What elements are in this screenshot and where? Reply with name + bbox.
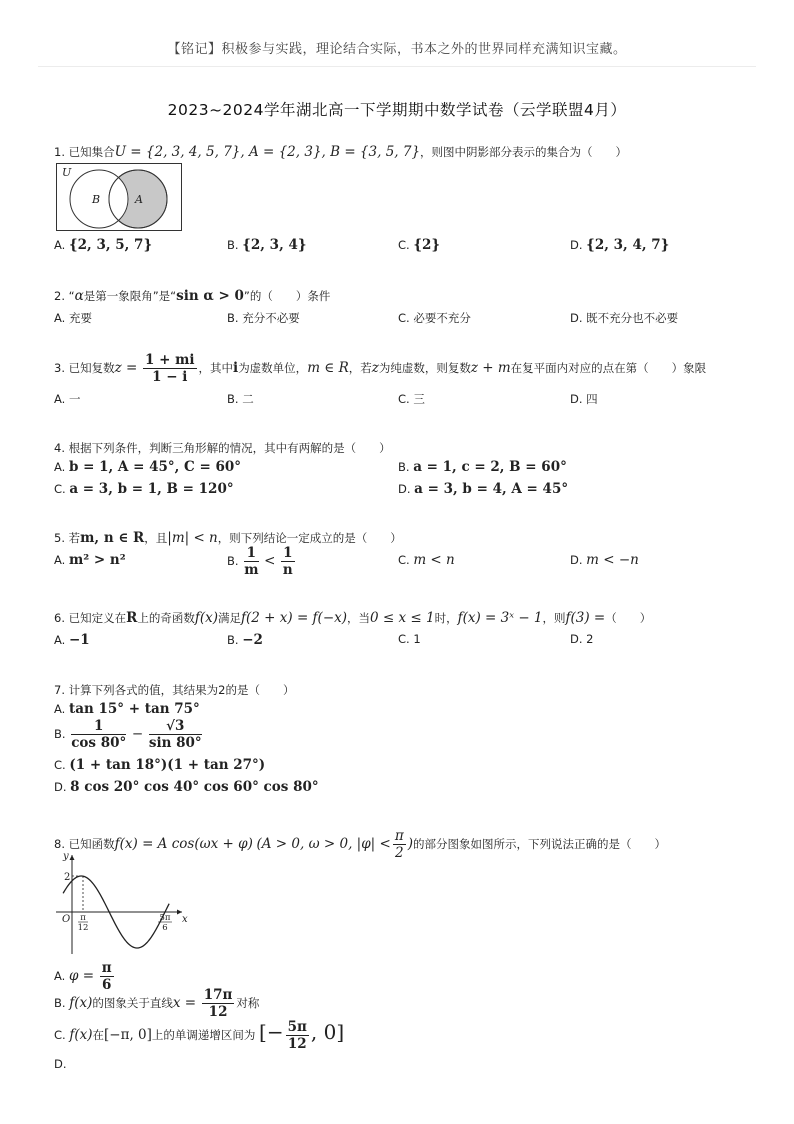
q8-option-c[interactable]: C. f(x)在[−π, 0]上的单调递增区间为 [− $\frac{5\pi}{12}$ , 0] (54, 1019, 345, 1053)
venn-diagram (56, 163, 182, 231)
y-label: y (63, 851, 69, 862)
q5-option-b[interactable]: B. $\frac{1}{m}$ < $\frac{1}{n}$ (227, 545, 293, 579)
origin-label: O (62, 914, 71, 925)
stem-text: 1. 已知集合 (54, 145, 115, 159)
q3-option-b[interactable]: B. 二 (227, 392, 254, 406)
q3-option-c[interactable]: C. 三 (398, 392, 425, 406)
q4-option-c[interactable]: C. a = 3, b = 1, B = 120° (54, 481, 234, 497)
tick-pi-12-den: 12 (77, 923, 89, 933)
q4-option-d[interactable]: D. a = 3, b = 4, A = 45° (398, 481, 569, 497)
tick-5pi-6-den: 6 (162, 923, 168, 933)
q5-option-c[interactable]: C. m < n (398, 552, 455, 568)
question-7-stem: 7. 计算下列各式的值，其结果为2的是（ ） (54, 683, 295, 697)
complex-fraction: $\frac{1 + mi}{1 - i}$ (145, 352, 195, 386)
q4-option-a[interactable]: A. b = 1, A = 45°, C = 60° (54, 459, 242, 475)
q7-option-c[interactable]: C. (1 + tan 18°)(1 + tan 27°) (54, 757, 266, 773)
label-b: B (92, 193, 101, 206)
q7-option-d[interactable]: D. 8 cos 20° cos 40° cos 60° cos 80° (54, 779, 319, 795)
q2-option-b[interactable]: B. 充分不必要 (227, 311, 300, 325)
q6-option-b[interactable]: B. −2 (227, 632, 263, 648)
q2-option-c[interactable]: C. 必要不充分 (398, 311, 471, 325)
q1-option-d[interactable]: D. {2, 3, 4, 7} (570, 237, 670, 253)
peak-label: 2 (64, 872, 71, 883)
motto-banner: 【铭记】积极参与实践，理论结合实际，书本之外的世界同样充满知识宝藏。 (167, 42, 627, 57)
question-1-stem (54, 144, 627, 160)
q8-option-a[interactable]: A. φ = $\frac{\pi}{6}$ (54, 960, 112, 994)
q2-option-d[interactable]: D. 既不充分也不必要 (570, 311, 679, 325)
label-u: U (62, 166, 72, 179)
q6-option-c[interactable]: C. 1 (398, 632, 421, 646)
q5-option-d[interactable]: D. m < −n (570, 552, 639, 568)
q6-option-a[interactable]: A. −1 (54, 632, 90, 648)
y-axis-arrow (70, 855, 75, 860)
question-8-stem: 8. 已知函数f(x) = A cos(ωx + φ) (A > 0, ω > 0, |φ| < $\frac{\pi}{2}$ )的部分图象如图所示，下列说法正确的是（ ） (54, 828, 666, 862)
set-definitions: U = {2, 3, 4, 5, 7}, A = {2, 3}, B = {3, 5, 7} (114, 144, 421, 160)
question-4-stem: 4. 根据下列条件，判断三角形解的情况，其中有两解的是（ ） (54, 441, 391, 455)
question-5-stem: 5. 若m, n ∈ R，且|m| < n，则下列结论一定成立的是（ ） (54, 530, 402, 546)
q1-option-c[interactable]: C. {2} (398, 237, 441, 253)
q7-option-b[interactable]: B. $\frac{1}{\cos 80^\circ}$ − $\frac{√3}{\sin 80^\circ}$ (54, 718, 202, 752)
x-label: x (182, 914, 188, 925)
q6-option-d[interactable]: D. 2 (570, 632, 594, 646)
q1-option-b[interactable]: B. {2, 3, 4} (227, 237, 307, 253)
q7-option-a[interactable]: A. tan 15° + tan 75° (54, 701, 200, 717)
q3-option-a[interactable]: A. 一 (54, 392, 81, 406)
q2-option-a[interactable]: A. 充要 (54, 311, 92, 325)
q8-option-b[interactable]: B. f(x)的图象关于直线x = $\frac{17\pi}{12}$ 对称 (54, 987, 260, 1021)
divider (38, 66, 756, 67)
q4-option-b[interactable]: B. a = 1, c = 2, B = 60° (398, 459, 567, 475)
question-2-stem: 2. “α是第一象限角”是“sin α > 0”的（ ）条件 (54, 288, 331, 304)
tick-5pi-6-num: 5π (159, 913, 171, 923)
question-6-stem: 6. 已知定义在R上的奇函数f(x)满足f(2 + x) = f(−x)，当0 ≤ x ≤ 1时，f(x) = 3ˣ − 1，则f(3) =（ ） (54, 610, 652, 626)
stem-text: ，则图中阴影部分表示的集合为（ ） (420, 145, 628, 159)
question-3-stem: 3. 已知复数z = $\frac{1 + mi}{1 - i}$ ，其中i为虚数单位，m ∈ R，若z为纯虚数，则复数z + m在复平面内对应的点在第（ ）象限 (54, 352, 707, 386)
q1-option-a[interactable]: A. {2, 3, 5, 7} (54, 237, 153, 253)
q8-option-d[interactable]: D. (54, 1057, 67, 1071)
label-a: A (135, 193, 143, 206)
function-graph (52, 850, 188, 958)
tick-pi-12-num: π (80, 913, 86, 923)
page-title: 2023~2024学年湖北高一下学期期中数学试卷（云学联盟4月） (167, 101, 627, 119)
q3-option-d[interactable]: D. 四 (570, 392, 598, 406)
q5-option-a[interactable]: A. m² > n² (54, 552, 126, 568)
